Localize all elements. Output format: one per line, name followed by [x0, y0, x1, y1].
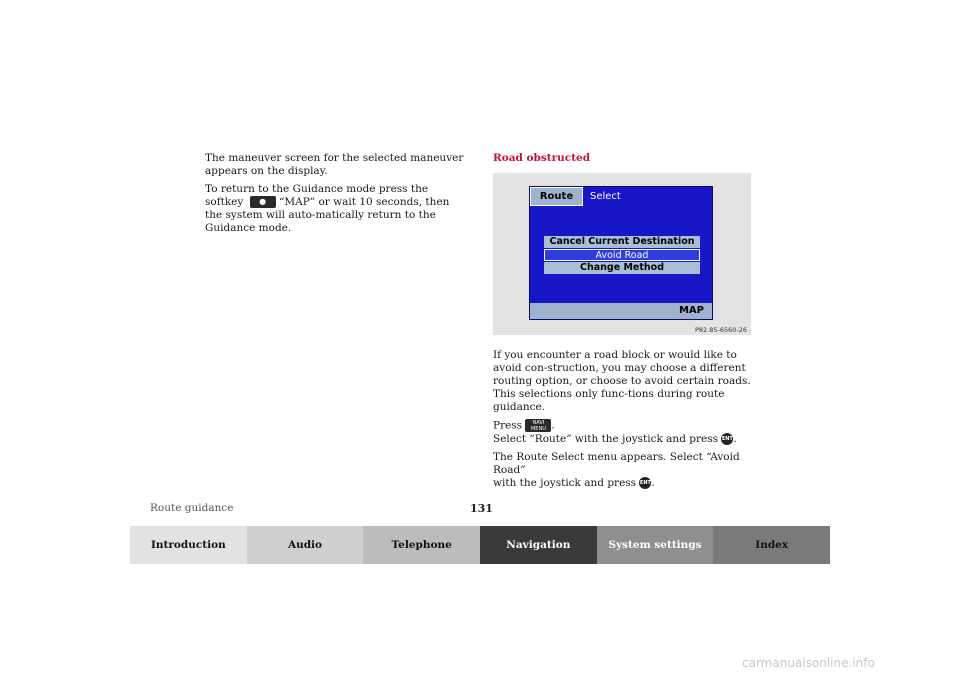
enter-button-icon: ENT	[639, 477, 651, 489]
maneuver-paragraph: The maneuver screen for the selected maneuver appears on the display.	[205, 152, 464, 177]
tab-index[interactable]: Index	[713, 526, 830, 564]
tab-system-settings[interactable]: System settings	[597, 526, 714, 564]
menu-option-cancel-destination: Cancel Current Destination	[544, 236, 700, 248]
section-heading: Road obstructed	[493, 152, 591, 164]
section-label: Route guidance	[150, 502, 234, 514]
press-prefix: Press	[493, 419, 523, 432]
return-text-a: To return to the Guidance mode press the softkey	[205, 183, 429, 208]
route-tab: Route	[530, 187, 583, 206]
tab-navigation[interactable]: Navigation	[480, 526, 597, 564]
display-screenshot	[493, 173, 751, 335]
right-column	[493, 349, 755, 490]
enter-button-icon: ENT	[721, 433, 733, 445]
watermark-text: carmanualsonline.info	[742, 656, 875, 670]
tab-introduction[interactable]: Introduction	[130, 526, 247, 564]
avoid-road-paragraph: The Route Select menu appears. Select “Avoid Road” with the joystick and press ENT.	[493, 450, 740, 489]
press-instructions: Press NAVI MENU . Select “Route” with the joystick and press ENT.	[493, 419, 737, 445]
map-softkey-bar: MAP	[530, 303, 712, 319]
navi-menu-key-icon: NAVI MENU	[525, 419, 551, 432]
return-paragraph	[205, 183, 467, 235]
select-route-text: Select “Route” with the joystick and press	[493, 432, 718, 445]
chapter-tabs	[130, 526, 830, 564]
nav-display	[529, 186, 713, 320]
figure-code: P82.85-6560-26	[694, 326, 747, 334]
select-label: Select	[590, 191, 621, 202]
menu-option-change-method: Change Method	[544, 262, 700, 274]
road-block-paragraph: If you encounter a road block or would like to avoid con-struction, you may choose a different routing option, or choose to avoid certain roads. This selections only func-tions during route guidance.	[493, 349, 751, 413]
menu-option-avoid-road: Avoid Road	[544, 249, 700, 261]
tab-audio[interactable]: Audio	[247, 526, 364, 564]
tab-telephone[interactable]: Telephone	[363, 526, 480, 564]
return-text-b: “MAP” or wait 10 seconds, then the system will auto-matically return to the Guidance mode.	[205, 196, 450, 234]
softkey-icon: ●	[250, 196, 276, 208]
page-number: 131	[470, 502, 493, 515]
left-column	[205, 152, 467, 235]
